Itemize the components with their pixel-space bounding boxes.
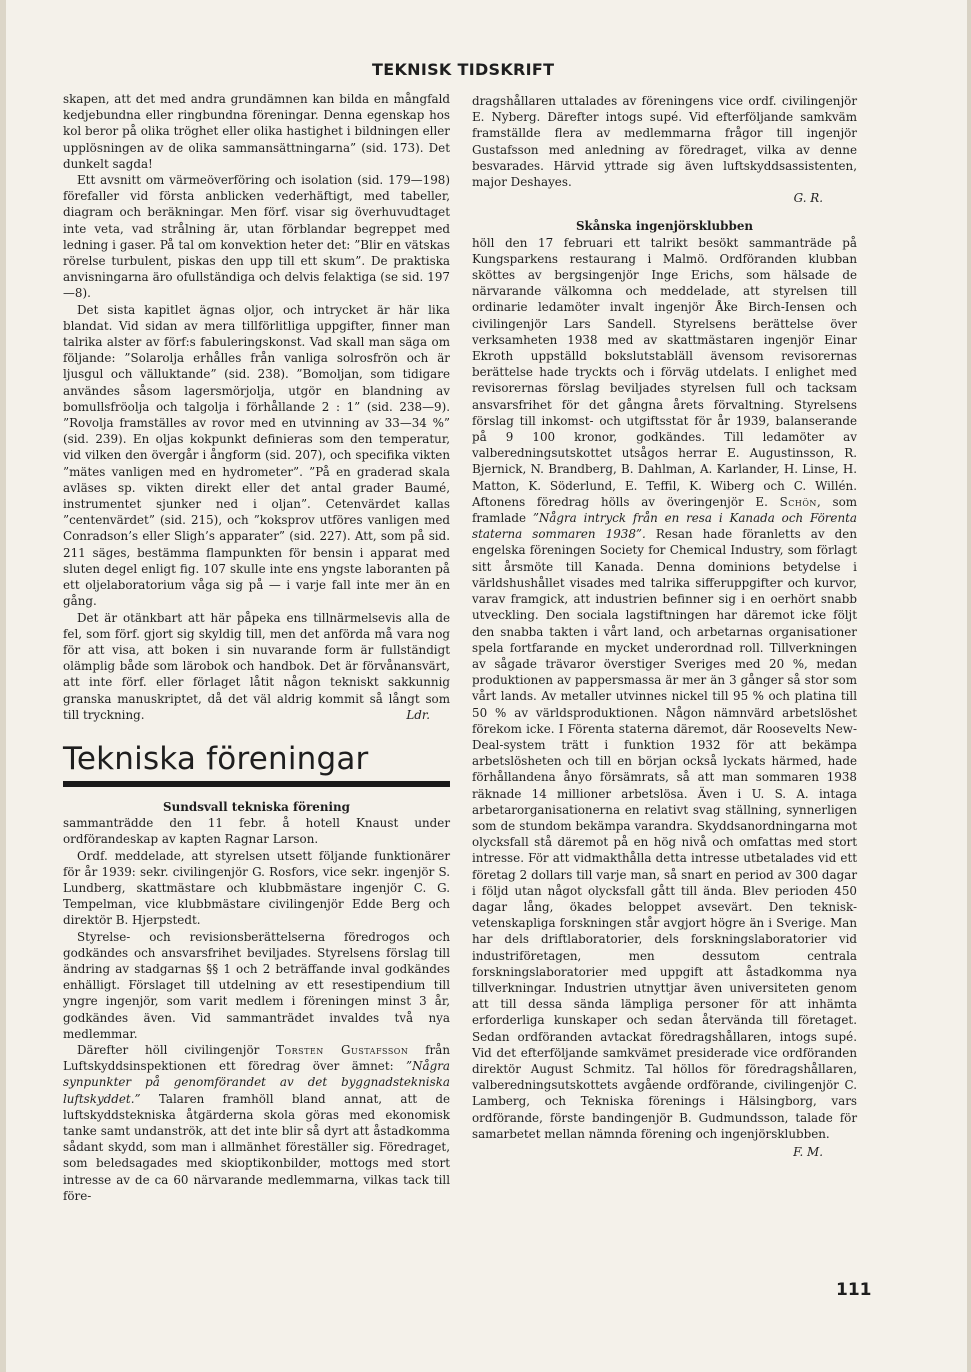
signature: Ldr. (406, 707, 430, 722)
paragraph (63, 610, 450, 723)
paragraph-text: från Luftskyddsinspektionen ett föredrag över ämnet: (63, 1042, 450, 1074)
speaker-name: Schön (779, 494, 817, 509)
paragraph (472, 235, 857, 1142)
journal-header: TEKNISK TIDSKRIFT (372, 60, 555, 79)
page-edge-left (0, 0, 6, 1372)
club-title: Skånska ingenjörsklubben (575, 219, 754, 234)
paragraph-text: Därefter höll civilingenjör (77, 1042, 277, 1057)
speaker-name: Torsten Gustafsson (276, 1042, 409, 1057)
lecture-topic: ”Några intryck från en resa i Kanada och Förenta staterna sommaren 1938”. (472, 511, 857, 542)
paragraph: skapen, att det med andra grundämnen kan bilda en mångfald kedjebundna eller ringbundna föreningar. Denna egenskap hos kol beror på olika tröghet eller olika hastighet i bildningen eller upplösningen av de olika sammansättningarna” (sid. 173). Det dunkelt sagda! (63, 92, 450, 171)
lecture-topic: ”Några synpunkter på genomförandet av det byggnadstekniska luftskyddet.” (63, 1059, 450, 1106)
right-column (472, 93, 857, 1160)
section-heading: Tekniska föreningar (63, 740, 369, 777)
paragraph-text: Det är otänkbart att här påpeka ens tillnärmelsevis alla de fel, som förf. gjort sig skyldig till, men det anförda må vara nog för att visa, att boken i sin nuvarande form är fullständigt olämplig både som lärobok och handbok. Det är förvånansvärt, att inte förf. eller förlaget låtit någon tekniskt sakkunnig granska manuskriptet, då det väl aldrig kommit så långt som till tryckning. (63, 610, 450, 722)
paragraph-text: Resan hade föranletts av den engelska föreningen Society for Chemical Industry, som förlagt sitt årsmöte till Kanada. Denna dominions betydelse i världshushållet visades med talrika sifferuppgifter och kurvor, varav framgick, att industrien befinner sig i en oerhört snabb utveckling. Den sociala lagstiftningen har däremot icke följt den snabba takten i vårt land, och arbetarnas organisationer spela fortfarande en mycket underordnad roll. Tillverkningen av sågade trävaror överstiger Sveriges med 20 %, medan produktionen av pappersmassa är mer än 3 gånger så stor som vårt lands. Av metaller utvinnes nickel till 95 % och platina till 50 % av världsproduktionen. Någon nämnvärd arbetslöshet förekom icke. I Förenta staterna däremot, där Roosevelts New-Deal-system trätt i funktion 1932 för att bekämpa arbetslösheten och till en början också lyckats härmed, hade förhållandena ånyo försämrats, så att man sommaren 1938 räknade 14 millioner arbetslösa. Även i U. S. A. intaga arbetarorganisationerna en relativt svag ställning, synnerligen som de stundom bekämpa varandra. Skyddsanordningarna mot olycksfall stå däremot på en hög nivå och omfattas med stort intresse. För att vidmakthålla detta intresse utbetalades vid ett företag 2 dollars till varje man, så snart en period av 300 dagar i följd utan något olycksfall gått till ända. Blev perioden 450 dagar lång, ökades beloppet avsevärt. Den teknisk-vetenskapliga forskningen står avgjort högre än i Sverige. Man har dels driftlaboratorier, dels forskningslaboratorier vid industriföretagen, men dessutom centrala forskningslaboratorier med uppgift att åstadkomma nya tillverkningar. Industrien utnyttjar även universiteten genom att till dessa sända lämpliga personer för att inhämta erforderliga kunskaper och sedan återvända till företaget. Sedan ordföranden avtackat föredragshållaren, intogs supé. Vid det efterföljande samkvämet presiderade vice ordföranden direktör August Schmitz. Tal höllos för föredragshållaren, valberedningsutskottets avgående ordförande, civilingenjör C. Lamberg, och Tekniska förenings i Hälsingborg, vars ordförande, förste bandingenjör B. Gudmundsson, talade för samarbetet mellan nämnda förening och ingenjörsklubben. (472, 527, 857, 1141)
paragraph-text: , som framlade (472, 494, 857, 526)
paragraph: Det sista kapitlet ägnas oljor, och intrycket är här lika blandat. Vid sidan av mera tillförlitliga uppgifter, finner man talrika alster av förf:s fabuleringskonst. Vad skall man säga om följande: ”Solarolja erhålles från vanliga solrosfrön och är ljusgul och välluktande” (sid. 238). ”Bomoljan, som tidigare användes såsom lagersmörjolja, utgör en blandning av bomullsfröolja och talgolja i förhållande 2 : 1” (sid. 238—9). ”Rovolja framställes av rovor med en utvinning av 33—34 %” (sid. 239). En oljas kokpunkt definieras som den temperatur, vid vilken den övergår i ångform (sid. 207), och specifika vikten ”mätes vanligen med en hydrometer”. ”På en graderad skala avläses sp. vikten direkt eller det antal grader Baumé, instrumentet sjunker ned i oljan”. Cetenvärdet kallas ”centenvärdet” (sid. 215), och ”koksprov utföres vanligen med Conradson’s eller Sligh’s apparater” (sid. 227). Att, som på sid. 211 säges, bestämma flampunkten för bensin i apparat med sluten degel enligt fig. 107 skulle inte ens yngste laboranten på ett oljelaboratorium våga sig på — i varje fall inte mer än en gång. (63, 302, 450, 609)
left-column (63, 91, 450, 1204)
paragraph-text: Talaren framhöll bland annat, att de luftskyddstekniska åtgärderna skola göras med ekonomisk tanke samt undanströk, att det inte blir så dyrt att åstadkomma sådant skydd, som man i allmänhet föreställer sig. Föredraget, som beledsagades med skioptikonbilder, mottogs med stort intresse av de ca 60 närvarande medlemmarna, vilkas tack till före- (63, 1091, 450, 1203)
page-number: 111 (836, 1280, 872, 1300)
paragraph: Ett avsnitt om värmeöverföring och isolation (sid. 179—198) förefaller vid första anblicken vederhäftigt, med tabeller, diagram och beräkningar. Men förf. visar sig överhuvudtaget inte veta, vad strålning är, utan förblandar begreppet med ledning i gaser. På tal om konvektion heter det: ”Blir en vätskas rörelse turbulent, piskas den upp till ett skum”. De praktiska anvisningarna äro ofullständiga och delvis felaktiga (se sid. 197—8). (63, 173, 450, 301)
paragraph (63, 1042, 450, 1204)
signature: G. R. (793, 191, 823, 206)
paragraph-text: höll den 17 februari ett talrikt besökt sammanträde på Kungsparkens restaurang i Malmö. Ordföranden klubban sköttes av bergsingenjör Inge Erichs, som hälsade de närvarande välkomna och meddelade, att styrelsen till ordinarie ledamöter invalt ingenjör Åke Birch-Iensen och civilingenjör Lars Sandell. Styrelsens berättelse över verksamheten 1938 med av skattmästaren ingenjör Einar Ekroth uppställd bokslutstabläll ävensom revisorernas berättelse hade tryckts och i förväg utdelats. I enlighet med revisorernas förslag beviljades styrelsen full och tacksam ansvarsfrihet för det gångna årets förvaltning. Styrelsens förslag till inkomst- och utgiftsstat för år 1939, balanserande på 9 100 kronor, godkändes. Till ledamöter av valberedningsutskottet utsågos herrar E. Augustinsson, R. Bjernick, N. Brandberg, B. Dahlman, A. Karlander, H. Linse, H. Matton, K. Söderlund, E. Teffil, K. Wiberg och C. Willén. Aftonens föredrag hölls av överingenjör E. (472, 235, 857, 509)
paragraph: dragshållaren uttalades av föreningens vice ordf. civilingenjör E. Nyberg. Därefter intogs supé. Vid efterföljande samkväm framställde flera av medlemmarna frågor till ingenjör Gustafsson med anledning av föredraget, vilka av denne besvarades. Härvid yttrade sig även luftskyddsassistenten, major Deshayes. (472, 94, 857, 190)
paragraph: Styrelse- och revisionsberättelserna föredrogos och godkändes och ansvarsfrihet beviljades. Styrelsens förslag till ändring av stadgarnas §§ 1 och 2 beträffande inval godkändes enhälligt. Förslaget till utdelning av ett resestipendium till yngre ingenjör, som varit medlem i föreningen minst 3 år, godkändes även. Vid sammanträdet invaldes två nya medlemmar. (63, 929, 450, 1041)
page-edge-right (967, 0, 971, 1372)
paragraph: sammanträdde den 11 febr. å hotell Knaust under ordförandeskap av kapten Ragnar Larson. (63, 816, 450, 847)
signature: F. M. (793, 1145, 823, 1159)
club-title: Sundsvall tekniska förening (163, 799, 350, 814)
paragraph: Ordf. meddelade, att styrelsen utsett följande funktionärer för år 1939: sekr. civilingenjör G. Rosfors, vice sekr. ingenjör S. Lundberg, skattmästare och klubbmästare ingenjör C. G. Tempelman, vice klubbmästare civilingenjör Edde Berg och direktör B. Hjerpstedt. (63, 848, 450, 928)
heading-rule (63, 781, 450, 787)
